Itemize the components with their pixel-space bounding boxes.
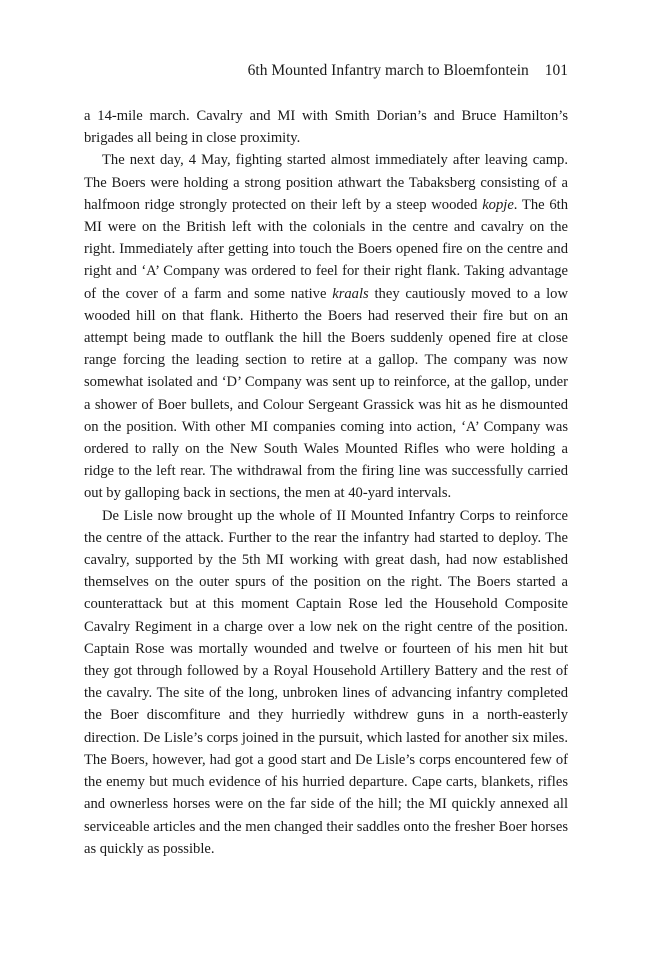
running-head: [84, 60, 568, 82]
paragraph-text: . The 6th MI were on the British left with the colonials in the centre and cavalry on the right. Immediately after getting into touch the Boers opened fire on the centre and right and ‘A’ Company was ordered to feel for their right flank. Taking advantage of the cover of a farm and some native: [84, 196, 568, 302]
italic-term-kraals: kraals: [332, 285, 369, 302]
italic-term-kopje: kopje: [482, 196, 514, 213]
page-number: 101: [544, 62, 568, 79]
paragraph-text: The next day, 4 May, fighting started almost immediately after leaving camp. The Boers were holding a strong position athwart the Tabaksberg consisting of a halfmoon ridge strongly protected on their left by a steep wooded: [84, 152, 568, 213]
paragraph-text: they cautiously moved to a low wooded hill on that flank. Hitherto the Boers had reserved their fire but on an attempt being made to outflank the hill the Boers suddenly opened fire at close range forcing the leading section to retire at a gallop. The company was now somewhat isolated and ‘D’ Company was sent up to reinforce, at the gallop, under a shower of Boer bullets, and Colour Sergeant Grassick was hit as he dismounted on the position. With other MI companies coming into action, ‘A’ Company was ordered to rally on the New South Wales Mounted Rifles who were holding a ridge to the left rear. The withdrawal from the firing line was successfully carried out by galloping back in sections, the men at 40-yard intervals.: [84, 285, 568, 502]
paragraph-2: [84, 149, 568, 504]
paragraph-text: De Lisle now brought up the whole of II Mounted Infantry Corps to reinforce the centre of the attack. Further to the rear the infantry had started to deploy. The cavalry, supported by the 5th MI working with great dash, had now established themselves on the outer spurs of the position on the right. The Boers started a counterattack but at this moment Captain Rose led the Household Composite Cavalry Regiment in a charge over a low nek on the right centre of the position. Captain Rose was mortally wounded and twelve or fourteen of his men hit but they got through followed by a Royal Household Artillery Battery and the rest of the cavalry. The site of the long, unbroken lines of advancing infantry completed the Boer discomfiture and they hurriedly withdrew guns in a north-easterly direction. De Lisle’s corps joined in the pursuit, which lasted for another six miles. The Boers, however, had got a good start and De Lisle’s corps encountered few of the enemy but much evidence of his hurried departure. Cape carts, blankets, rifles and ownerless horses were on the far side of the hill; the MI quickly annexed all serviceable articles and the men changed their saddles onto the fresher Boer horses as quickly as possible.: [84, 507, 568, 857]
paragraph-1: [84, 105, 568, 149]
running-title: 6th Mounted Infantry march to Bloemfontein: [247, 62, 529, 79]
paragraph-text: a 14-mile march. Cavalry and MI with Smith Dorian’s and Bruce Hamilton’s brigades all being in close proximity.: [84, 108, 568, 147]
body-text: [84, 105, 568, 860]
book-page: [84, 60, 568, 860]
paragraph-3: [84, 505, 568, 860]
